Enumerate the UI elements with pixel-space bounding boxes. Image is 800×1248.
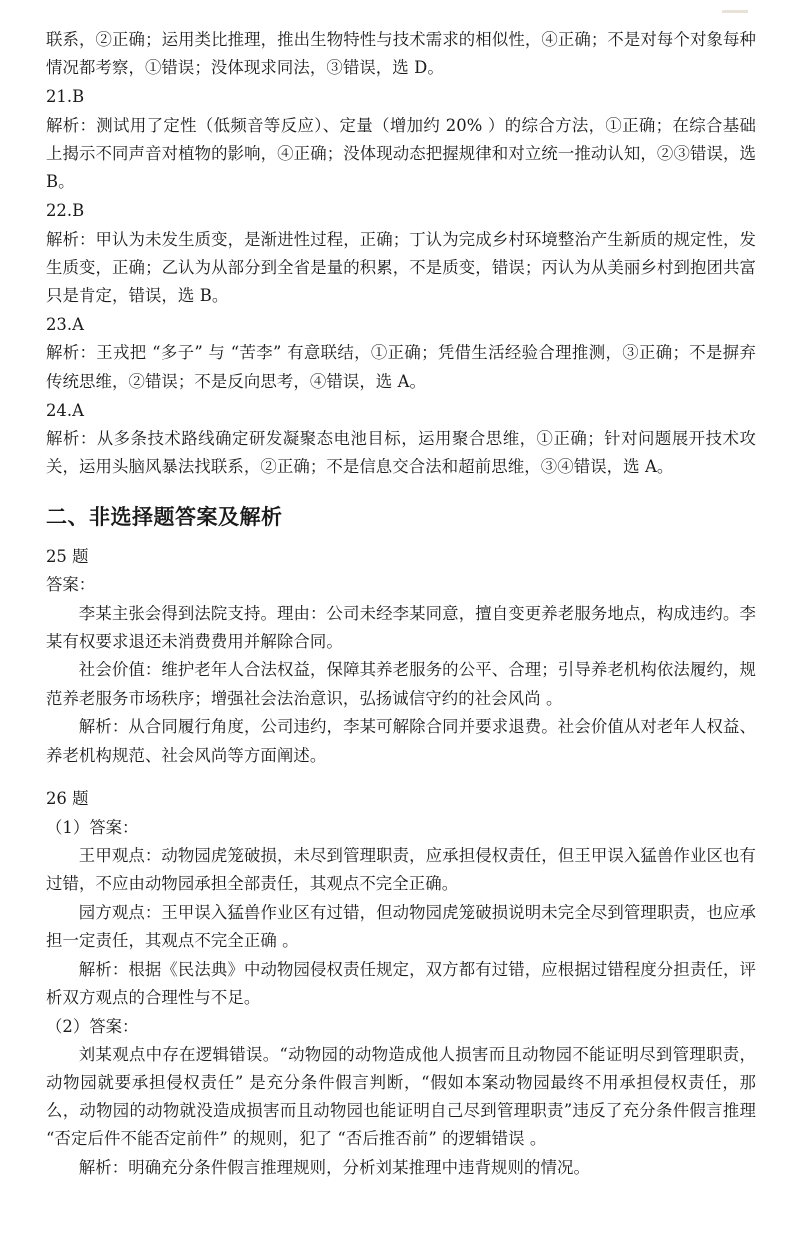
explanation-26-2: 解析：明确充分条件假言推理规则，分析刘某推理中违背规则的情况。 <box>78 1158 591 1178</box>
explanation-26-1: 解析：根据《民法典》中动物园侵权责任规定，双方都有过错，应根据过错程度分担责任，评析双方观点的合理性与不足。 <box>46 959 756 1007</box>
answer-body-26-1-a: 王甲观点：动物园虎笼破损，未尽到管理职责，应承担侵权责任，但王甲误入猛兽作业区也有过错，不应由动物园承担全部责任，其观点不完全正确。 <box>46 845 756 893</box>
answer-label-26-2: （2）答案： <box>46 1016 139 1036</box>
question-number-26: 26 题 <box>46 789 89 809</box>
paragraph-spacer <box>46 770 756 784</box>
explanation-22: 解析：甲认为未发生质变，是渐进性过程，正确；丁认为完成乡村环境整治产生新质的规定性，发生质变，正确；乙认为从部分到全省是量的积累，不是质变，错误；丙认为从美丽乡村到抱团共富只是肯定，错误，选 B。 <box>46 229 756 305</box>
question-number-22: 22.B <box>46 201 85 221</box>
answer-label-26-1: （1）答案： <box>46 817 139 837</box>
explanation-24: 解析：从多条技术路线确定研发凝聚态电池目标，运用聚合思维，①正确；针对问题展开技术攻关，运用头脑风暴法找联系，②正确；不是信息交合法和超前思维，③④错误，选 A。 <box>46 429 756 477</box>
question-number-24: 24.A <box>46 400 84 420</box>
section-heading: 二、非选择题答案及解析 <box>46 503 283 529</box>
explanation-23: 解析：王戎把 “多子” 与 “苦李” 有意联结，①正确；凭借生活经验合理推测，③正确；不是摒弃传统思维，②错误；不是反向思考，④错误，选 A。 <box>46 343 756 391</box>
explanation-25: 解析：从合同履行角度，公司违约，李某可解除合同并要求退费。社会价值从对老年人权益、养老机构规范、社会风尚等方面阐述。 <box>46 717 756 765</box>
question-number-25: 25 题 <box>46 547 89 567</box>
page-corner-mark <box>722 10 748 13</box>
answer-body-26-1-b: 园方观点：王甲误入猛兽作业区有过错，但动物园虎笼破损说明未完全尽到管理职责，也应承担一定责任，其观点不完全正确 。 <box>46 902 756 950</box>
answer-body-25-2: 社会价值：维护老年人合法权益，保障其养老服务的公平、合理；引导养老机构依法履约，规范养老服务市场秩序；增强社会法治意识，弘扬诚信守约的社会风尚 。 <box>46 660 756 708</box>
answer-body-25-1: 李某主张会得到法院支持。理由：公司未经李某同意，擅自变更养老服务地点，构成违约。李某有权要求退还未消费费用并解除合同。 <box>46 603 756 651</box>
question-number-23: 23.A <box>46 315 84 335</box>
explanation-21: 解析：测试用了定性（低频音等反应）、定量（增加约 20% ）的综合方法，①正确；在综合基础上揭示不同声音对植物的影响，④正确；没体现动态把握规律和对立统一推动认知，②③错误，选 B。 <box>46 115 756 192</box>
answer-label-25: 答案： <box>46 575 96 595</box>
answer-paragraph: 联系，②正确；运用类比推理，推出生物特性与技术需求的相似性，④正确；不是对每个对象每种情况都考察，①错误；没体现求同法，③错误，选 D。 <box>46 30 756 78</box>
answer-body-26-2: 刘某观点中存在逻辑错误。“动物园的动物造成他人损害而且动物园不能证明尽到管理职责，动物园就要承担侵权责任” 是充分条件假言判断，“假如本案动物园最终不用承担侵权责任，那么，动物园的动物就没造成损害而且动物园也能证明自己尽到管理职责”违反了充分条件假言推理 “否定后件不能否定前件” 的规则，犯了 “否后推否前” 的逻辑错误 。 <box>46 1044 756 1149</box>
question-number-21: 21.B <box>46 87 85 107</box>
